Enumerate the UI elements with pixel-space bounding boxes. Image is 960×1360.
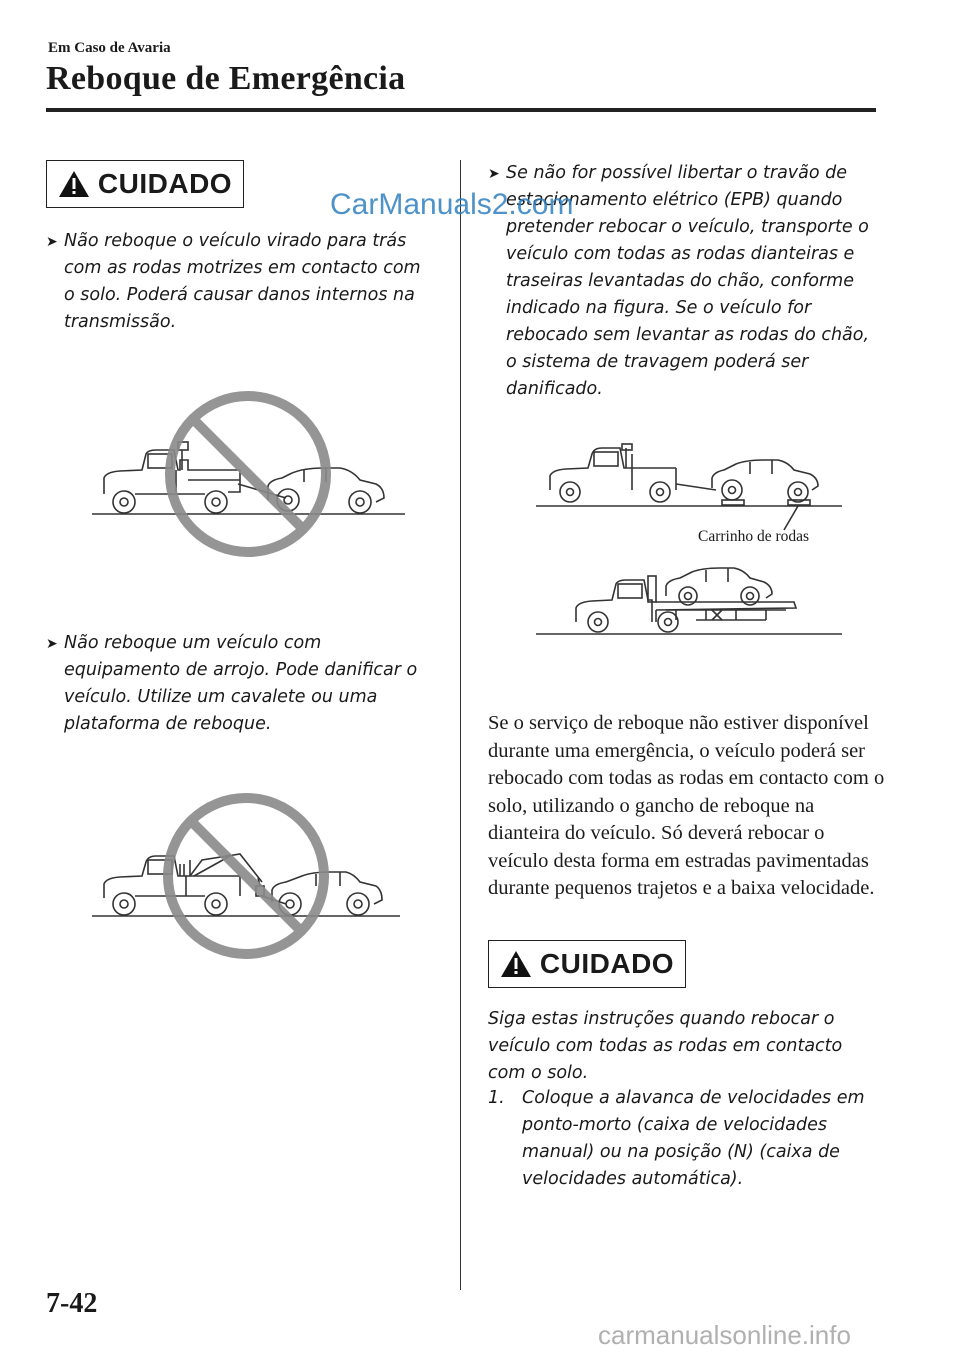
step-text: Coloque a alavanca de velocidades em ponto-morto (caixa de velocidades manual) ou na posição (N) (caixa de velocidades automática). (522, 1088, 865, 1189)
towing-paragraph: Se o serviço de reboque não estiver disponível durante uma emergência, o veículo poderá ser rebocado com todas as rodas em contacto com o solo, utilizando o gancho de reboque na dianteira do veículo. Só deverá rebocar o veículo desta forma em estradas pavimentadas durante pequenos trajetos e a baixa velocidade. (488, 712, 885, 899)
arrow-bullet-icon: ➤ (46, 234, 58, 250)
caution-box (488, 940, 686, 988)
towing-backward-illustration (90, 388, 410, 568)
warning-item (46, 228, 436, 336)
title-rule (46, 108, 876, 112)
prohibition-icon (170, 396, 326, 552)
arrow-bullet-icon: ➤ (46, 636, 58, 652)
dolly-caption: Carrinho de rodas (698, 528, 810, 545)
column-divider (460, 160, 461, 1290)
warning-text: Se não for possível libertar o travão de estacionamento elétrico (EPB) quando pretender rebocar o veículo, transporte o veículo com todas as rodas dianteiras e traseiras levantadas do chão, conforme indicado na figura. Se o veículo for rebocado sem levantar as rodas do chão, o sistema de travagem poderá ser danificado. (506, 163, 870, 399)
step-number: 1. (488, 1088, 505, 1108)
warning-text: Não reboque um veículo com equipamento de arrojo. Pode danificar o veículo. Utilize um cavalete ou uma plataforma de reboque. (64, 633, 418, 734)
caution-label: CUIDADO (539, 948, 675, 979)
footer-watermark: carmanualsonline.info (598, 1320, 851, 1350)
watermark: CarManuals2.com (330, 188, 574, 221)
warning-triangle-icon (500, 950, 532, 978)
caution-intro: Siga estas instruções quando rebocar o veículo com todas as rodas em contacto com o solo. (488, 1009, 843, 1083)
page-number: 7-42 (46, 1288, 98, 1319)
sling-tow-illustration (90, 790, 410, 970)
section-label: Em Caso de Avaria (48, 40, 171, 56)
caution-label: CUIDADO (97, 168, 233, 199)
caution-step (488, 1085, 878, 1193)
caution-box (46, 160, 244, 208)
flatbed-tow-illustration (536, 562, 856, 652)
warning-triangle-icon (58, 170, 90, 198)
arrow-bullet-icon: ➤ (488, 166, 500, 182)
warning-item (46, 630, 441, 738)
page-title: Reboque de Emergência (46, 60, 406, 97)
warning-text: Não reboque o veículo virado para trás com as rodas motrizes em contacto com o solo. Poderá causar danos internos na transmissão. (64, 231, 421, 332)
